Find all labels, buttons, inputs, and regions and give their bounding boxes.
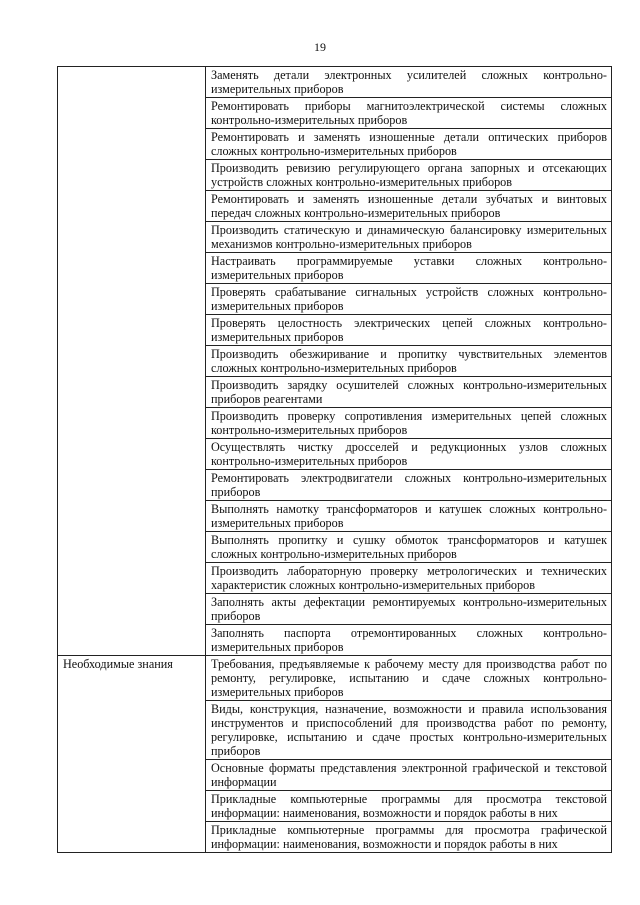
skill-cell: Ремонтировать электродвигатели сложных контрольно-измерительных приборов (206, 470, 612, 501)
skill-cell: Заполнять паспорта отремонтированных сложных контрольно-измерительных приборов (206, 625, 612, 656)
knowledge-label-cell: Необходимые знания (58, 656, 206, 853)
table-body (58, 67, 612, 853)
skill-cell: Производить ревизию регулирующего органа запорных и отсекающих устройств сложных контрольно-измерительных приборов (206, 160, 612, 191)
table-row (58, 656, 612, 701)
skill-cell: Выполнять пропитку и сушку обмоток трансформаторов и катушек сложных контрольно-измерительных приборов (206, 532, 612, 563)
table-row (58, 67, 612, 98)
skill-cell: Заполнять акты дефектации ремонтируемых контрольно-измерительных приборов (206, 594, 612, 625)
knowledge-cell: Виды, конструкция, назначение, возможности и правила использования инструментов и приспособлений для производства работ по ремонту, регулировке, испытанию и сдаче простых контрольно-измерительных приборов (206, 701, 612, 760)
skill-cell: Осуществлять чистку дросселей и редукционных узлов сложных контрольно-измерительных приборов (206, 439, 612, 470)
skill-cell: Проверять срабатывание сигнальных устройств сложных контрольно-измерительных приборов (206, 284, 612, 315)
skill-cell: Проверять целостность электрических цепей сложных контрольно-измерительных приборов (206, 315, 612, 346)
skill-cell: Ремонтировать и заменять изношенные детали зубчатых и винтовых передач сложных контрольно-измерительных приборов (206, 191, 612, 222)
skills-label-cell (58, 67, 206, 656)
skill-cell: Заменять детали электронных усилителей сложных контрольно-измерительных приборов (206, 67, 612, 98)
knowledge-cell: Требования, предъявляемые к рабочему месту для производства работ по ремонту, регулировке, испытанию и сдаче сложных контрольно-измерительных приборов (206, 656, 612, 701)
skill-cell: Настраивать программируемые уставки сложных контрольно-измерительных приборов (206, 253, 612, 284)
skill-cell: Производить лабораторную проверку метрологических и технических характеристик сложных контрольно-измерительных приборов (206, 563, 612, 594)
skill-cell: Ремонтировать и заменять изношенные детали оптических приборов сложных контрольно-измерительных приборов (206, 129, 612, 160)
knowledge-cell: Основные форматы представления электронной графической и текстовой информации (206, 760, 612, 791)
skill-cell: Производить проверку сопротивления измерительных цепей сложных контрольно-измерительных приборов (206, 408, 612, 439)
skill-cell: Производить статическую и динамическую балансировку измерительных механизмов контрольно-измерительных приборов (206, 222, 612, 253)
requirements-table (57, 66, 612, 853)
skill-cell: Производить обезжиривание и пропитку чувствительных элементов сложных контрольно-измерительных приборов (206, 346, 612, 377)
skill-cell: Выполнять намотку трансформаторов и катушек сложных контрольно-измерительных приборов (206, 501, 612, 532)
skill-cell: Ремонтировать приборы магнитоэлектрической системы сложных контрольно-измерительных приборов (206, 98, 612, 129)
knowledge-cell: Прикладные компьютерные программы для просмотра текстовой информации: наименования, возможности и порядок работы в них (206, 791, 612, 822)
skill-cell: Производить зарядку осушителей сложных контрольно-измерительных приборов реагентами (206, 377, 612, 408)
page-number: 19 (314, 40, 326, 54)
knowledge-cell: Прикладные компьютерные программы для просмотра графической информации: наименования, возможности и порядок работы в них (206, 822, 612, 853)
